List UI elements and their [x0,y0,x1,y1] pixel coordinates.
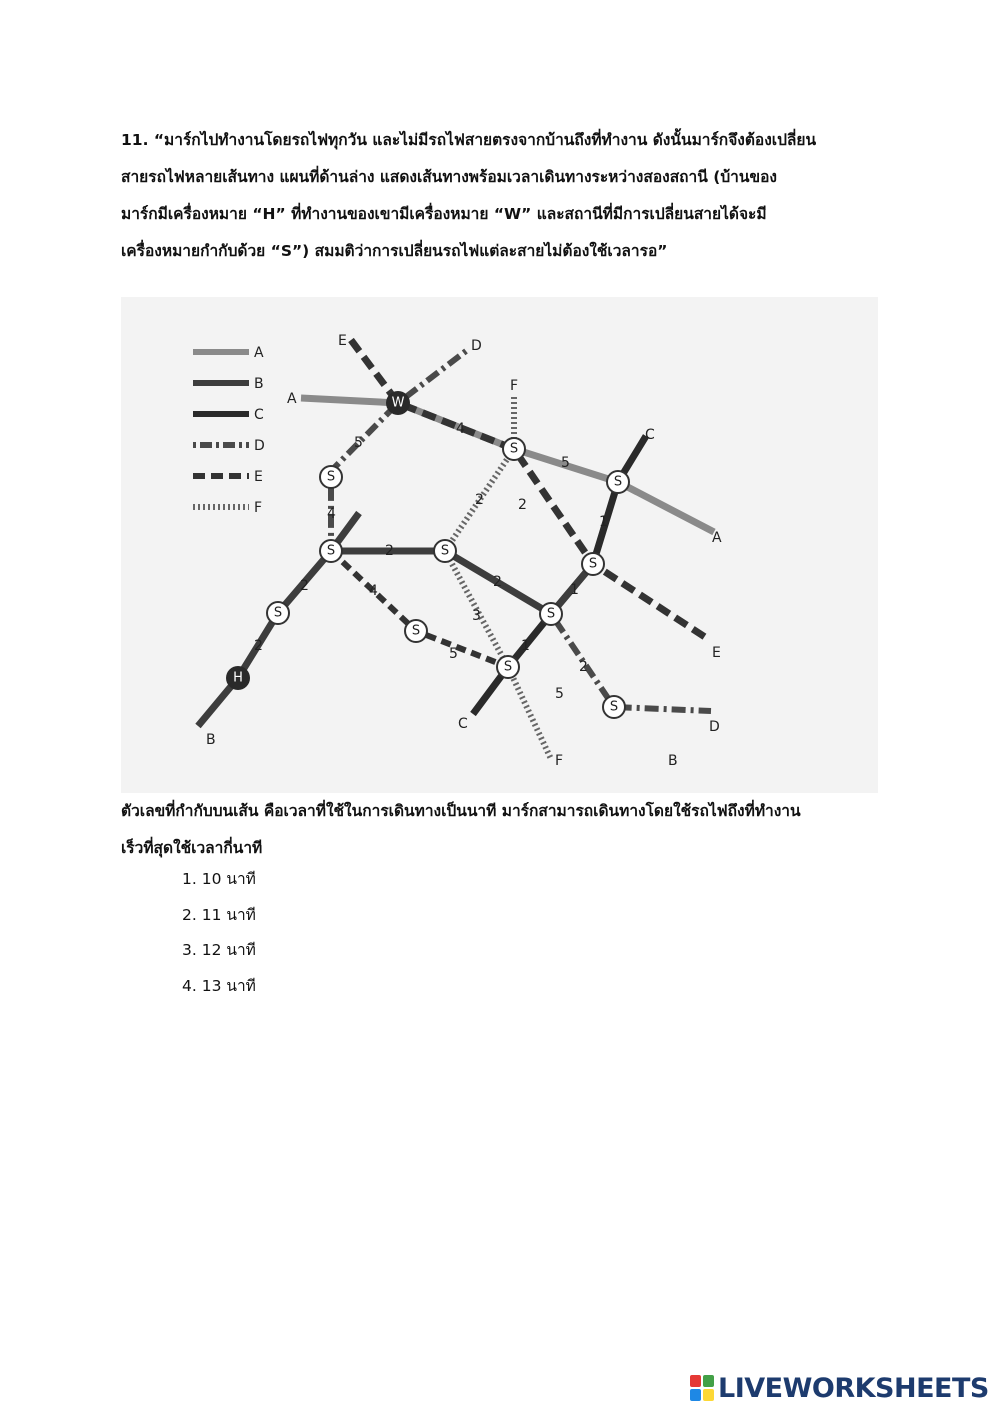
logo-text: LIVEWORKSHEETS [718,1372,989,1404]
line-d-2 [551,614,711,711]
end-c-top: C [645,427,655,443]
station-s4: S [613,474,623,490]
choice-2[interactable]: 2. 11 นาที [182,905,256,924]
end-a-top: A [287,391,297,407]
choice-4[interactable]: 4. 13 นาที [182,976,256,995]
question-line-3: มาร์กมีเครื่องหมาย “H” ที่ทำงานของเขามีเครื่องหมาย “W” และสถานีที่มีการเปลี่ยนสายได้จะมี [121,205,767,223]
end-f-top: F [510,378,519,394]
time-s7-s10: 1 [521,638,530,654]
station-s8: S [273,605,283,621]
time-s3-s4: 5 [561,455,570,471]
station-s7: S [546,606,556,622]
time-w-s5: 2 [518,497,527,513]
time-s10-s11: 5 [555,686,564,702]
time-s6-s10: 3 [472,608,481,624]
station-s11: S [609,699,619,715]
choice-3[interactable]: 3. 12 นาที [182,941,256,959]
end-b: B [206,732,216,748]
train-map [121,297,878,793]
end-d-right: D [709,719,720,735]
time-w-s3: 4 [456,421,465,437]
time-s2-s6: 2 [385,543,394,559]
time-s7-s11: 2 [579,659,588,675]
liveworksheets-logo [690,1372,989,1404]
time-s2-s9: 4 [369,583,378,599]
time-s9-s10: 5 [449,646,458,662]
legend-e: E [254,469,263,485]
question-line-2: สายรถไฟหลายเส้นทาง แผนที่ด้านล่าง แสดงเส้นทางพร้อมเวลาเดินทางระหว่างสองสถานี (บ้านของ [121,168,777,186]
time-s5-s7: 1 [570,582,579,598]
time-s2-s8: 2 [300,578,309,594]
choice-1[interactable]: 1. 10 นาที [182,870,256,888]
end-e-top: E [338,333,347,349]
station-s6: S [440,543,450,559]
end-e-bottom: E [712,645,721,661]
station-s5: S [588,556,598,572]
time-w-s1: 5 [354,435,363,451]
followup-line-1: ตัวเลขที่กำกับบนเส้น คือเวลาที่ใช้ในการเดินทางเป็นนาที มาร์กสามารถเดินทางโดยใช้รถไฟถึงที่ทำงาน [121,802,801,820]
station-home: H [233,670,243,686]
station-s9: S [411,623,421,639]
line-e [351,340,708,639]
time-s4-s5: 1 [599,514,608,530]
line-e-2 [331,551,508,667]
time-s6-s7: 2 [493,574,502,590]
logo-icon [690,1375,714,1401]
station-work: W [391,395,405,411]
question-line-4: เครื่องหมายกำกับด้วย “S”) สมมติว่าการเปลี่ยนรถไฟแต่ละสายไม่ต้องใช้เวลารอ” [121,242,668,260]
time-s6-s3: 2 [475,492,484,508]
station-s1: S [326,469,336,485]
station-s3: S [509,441,519,457]
line-end-labels [206,333,722,769]
time-s8-h: 2 [254,638,263,654]
end-c-bottom: C [458,716,468,732]
legend-a: A [254,345,264,361]
question-line-1: 11. “มาร์กไปทำงานโดยรถไฟทุกวัน และไม่มีรถไฟสายตรงจากบ้านถึงที่ทำงาน ดังนั้นมาร์กจึงต้องเปลี่ยน [121,131,817,149]
followup-text [121,793,891,867]
station-s2: S [326,543,336,559]
time-s1-s2: 4 [327,506,336,522]
legend-f: F [254,500,263,516]
station-s10: S [503,659,513,675]
legend [193,345,265,516]
legend-c: C [254,407,264,423]
end-f-bottom: F [555,753,564,769]
end-d-top: D [471,338,482,354]
legend-d: D [254,438,265,454]
answer-choices [182,862,256,1004]
end-b-2: B [668,753,678,769]
legend-b: B [254,376,264,392]
followup-line-2: เร็วที่สุดใช้เวลากี่นาที [121,839,263,857]
end-a-bottom: A [712,530,722,546]
line-a [301,395,714,532]
question-text [121,122,891,270]
